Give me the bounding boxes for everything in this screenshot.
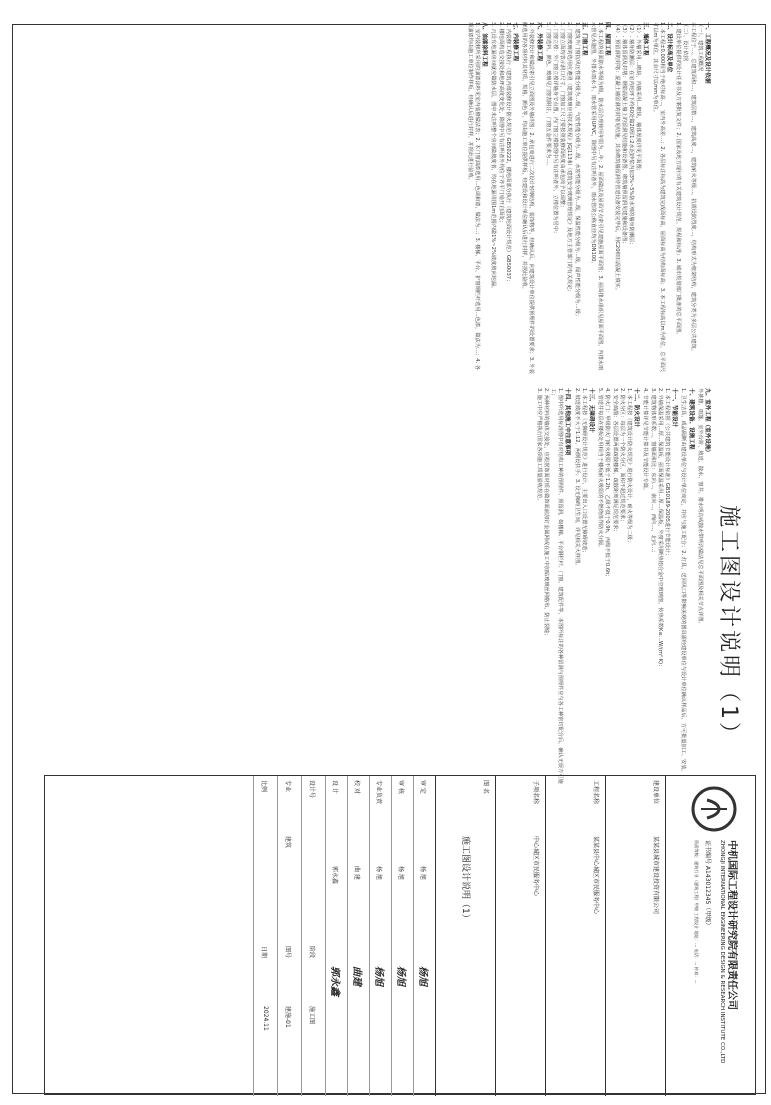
handwritten-signature: 杨旭 xyxy=(395,966,406,986)
section-paragraph: 5. 门窗选料、颜色、玻璃见门窗表附注，门窗五金件要求为…。 xyxy=(544,22,551,169)
subitem-label: 子项名称 xyxy=(532,780,539,805)
section-paragraph: 1. 本工程按《建筑设计防火规范》进行防火设计，耐火等级为二级； xyxy=(625,388,632,546)
date-value: 2024.11 xyxy=(262,1006,269,1031)
person-name: 杨 旭 xyxy=(419,866,426,880)
section-paragraph: 3. 施工中应严格执行国家各项施工质量验收规范。 xyxy=(535,388,542,504)
section-paragraph: 2. 门窗玻璃的选用应遵照《建筑玻璃应用技术规程》JGJ113和《建筑安全玻璃管理规定》及地方主管部门的有关规定； xyxy=(566,22,573,295)
section-paragraph: 4. 节能计算详见节能计算书及节能设计专篇。 xyxy=(642,388,649,494)
section-paragraph: 1. 本工程±0.000相当于绝对标高…，室内外高差…；2. 各层标注标高为建筑完成面标高，屋面标高为结构面标高；3. 本工程标高以m为单位，总平面尺寸以m为单位，其余尺寸以mm为单位。 xyxy=(651,22,665,373)
project-label: 工程名称 xyxy=(592,780,599,805)
signature-row xyxy=(369,776,391,1096)
certificate-number: 证书编号 A143012345（甲级） xyxy=(704,840,711,929)
scale-date-row xyxy=(253,776,277,1096)
section-paragraph: 1. 室内装修所采用的油漆涂料见室内装修做法表；2. 木门窗油漆选用…色调和漆，做法为…；3. 楼梯、平台、护窗钢栏杆选用…色漆，做法为…；4. 各项油漆均由施工单位制作样板，经确认后进行封样，并据此进行验收。 xyxy=(466,22,480,371)
section-heading: 五、门窗工程 xyxy=(580,22,587,56)
section-paragraph: 1. 图中所选用标准图中有对结构工种的预埋件、预留洞，如楼梯、平台钢栏杆、门窗、建筑配件等，本图所标注的各种留洞与预埋件应与各工种密切配合后，确认无误方可施工； xyxy=(549,388,564,784)
rotated-content xyxy=(23,16,756,816)
section-paragraph: 4. 防火门：甲级防火门耐火极限不低于1.2h，乙级不低于0.9h，丙级不低于0.6h； xyxy=(604,388,611,580)
figure-number-value: 建施-01 xyxy=(284,1006,291,1028)
section-paragraph: 2. 外墙保温采用…厚…保温板，屋面保温采用…厚…保温板，外窗采用断热铝合金中空玻璃窗，传热系数K≤…W/(m²·K)； xyxy=(656,388,663,670)
section-heading: 一、工程概况及设计依据 xyxy=(704,22,710,84)
handwritten-signature: 杨旭 xyxy=(373,966,384,986)
section-heading: 十一、节能设计 xyxy=(671,388,678,428)
subitem-row xyxy=(495,776,545,1096)
role-label: 专业负责 xyxy=(375,780,382,805)
section-heading: 八、油漆涂料工程 xyxy=(481,22,488,67)
signature-row xyxy=(325,776,347,1096)
person-name: 杨 旭 xyxy=(375,866,382,880)
section-paragraph: 2. 楼地面构造交接处和地坪高度变化处，除图中另有注明者外均位于齐平门扇开启面处； xyxy=(497,22,504,226)
drawing-name-label: 图 名 xyxy=(482,780,489,794)
person-name: 杨 旭 xyxy=(397,866,404,880)
spec-label: 专业 xyxy=(284,780,291,793)
section-paragraph: 1. 建设单位提供的设计任务书及方案批复文件；2. 国家及地方现行的有关建筑设计规范、规程和标准；3. 城市规划部门批准的总平面图。 xyxy=(675,22,682,338)
spec-row xyxy=(277,776,301,1096)
role-label: 审 定 xyxy=(419,780,426,794)
section-heading: 二、设计标高及单位 xyxy=(665,22,672,73)
build-unit-row xyxy=(605,776,665,1096)
section-paragraph: 1. 外装修设计和做法索引见立面图及外墙详图；2. 承包商进行二次设计轻钢结构、装饰物等，经确认后，向建筑设计单位提供预埋件的设置要求；3. 外装修选用的各项材料其材质、规格、颜色等，均由施工单位提供样板，经建设和设计单位确认后进行封样，并据此验收。 xyxy=(521,22,535,374)
section-heading: 十、建筑设备、设施工程 xyxy=(687,388,694,450)
person-name: 郭永鑫 xyxy=(331,866,338,885)
section-paragraph: 3. 凡设有地漏房间就应做防水层，图中未注明整个房间做坡度者，均在地漏周围1m范围内做1%~2%坡度坡向地漏。 xyxy=(490,22,497,292)
role-label: 设 计 xyxy=(331,780,338,794)
section-paragraph: 3. 建筑物体形系数…，窗墙面积比：东向…，南向…，西向…，北向…； xyxy=(649,388,656,556)
sheet-title: 施工图设计说明（1） xyxy=(716,505,741,747)
date-label: 日期 xyxy=(260,946,267,959)
design-number-label: 设计号 xyxy=(308,780,315,799)
build-unit-value: 某某县城市建设投资有限公司 xyxy=(652,836,659,915)
section-paragraph: （2）. 墙身防潮层：在室内地坪下约60处做20厚1:2水泥砂浆内加3%~5%防水剂的墙身防潮层； xyxy=(627,22,634,248)
title-block xyxy=(44,775,756,1105)
drawing-name-value: 施工图设计说明（1） xyxy=(460,836,470,923)
section-paragraph: （4）. 预留洞的封堵：混凝土墙留洞的封堵见结施，其余砌筑墙留洞待管道设备安装完毕后，用C20细石混凝土填实。 xyxy=(613,22,620,294)
stage-label: 阶段 xyxy=(308,946,315,959)
title-block-frame xyxy=(44,775,756,1095)
section-heading: 九、室外工程（室外设施） xyxy=(704,388,710,456)
signature-row xyxy=(413,776,435,1096)
section-paragraph: 外挑檐、雨篷、室外台阶、坡道、散水、窗井、排水明沟或散水带明沟做法见总平面图及相关节点详图。 xyxy=(696,388,703,627)
section-heading: 十二、防火设计 xyxy=(633,388,640,428)
section-paragraph: （1）. 外墙采用…砌块，内墙采用…砌块，墙体厚度详见平面图； xyxy=(635,22,642,174)
company-name-en: ZHONGJI INTERNATIONAL ENGINEERING DESIGN & RESEARCH INSTITUTE CO.,LTD xyxy=(719,840,725,1064)
build-unit-label: 建设单位 xyxy=(652,780,659,805)
section-paragraph: （3）. 墙体留洞及封堵：钢筋混凝土墙上的留洞见结施和设备图，砌筑墙预留洞见建施和设备图； xyxy=(620,22,627,247)
signature-row xyxy=(391,776,413,1096)
company-name-cn: 中机国际工程设计研究院有限责任公司 xyxy=(726,840,737,1010)
person-name: 曲 建 xyxy=(353,866,360,880)
section-paragraph: 1. 本工程的屋面防水等级为Ⅰ级，防水层合理使用年限为…年；2. 屋面做法及屋面节点索引见建施屋面平面图；3. 屋面排水组织见屋面平面图，内排水雨水管见水施图，外排水雨水斗、雨水管采用UPVC，除图中另有注明者外，雨水管的公称直径均为DN100。 xyxy=(589,22,604,371)
scale-label: 比例 xyxy=(260,780,267,793)
handwritten-signature: 郭永鑫 xyxy=(329,966,340,996)
project-row xyxy=(545,776,605,1096)
section-paragraph: （二）、设计依据 xyxy=(682,22,689,61)
section-paragraph: （一）、建筑工程概况 xyxy=(696,22,703,72)
section-paragraph: 本工程位于…，总建筑面积…，建筑层数…，建筑高度…，建筑耐火等级…，抗震设防烈度…，结构形式为框架结构，建筑分类为多层公共建筑。 xyxy=(689,22,696,355)
section-paragraph: 1. 建筑外门窗抗风压性能分级为…级，气密性能分级为…级，水密性能分级为…级，保温性能分级为…级，隔声性能分级为…级； xyxy=(573,22,580,320)
figure-number-label: 图号 xyxy=(284,946,291,959)
handwritten-signature: 杨旭 xyxy=(417,966,428,986)
section-heading: 六、外装修工程 xyxy=(535,22,542,62)
section-paragraph: 5. 管道井每层在楼板处用相当于楼板耐火极限的不燃烧体作防火分隔。 xyxy=(597,388,604,551)
signature-row xyxy=(347,776,369,1096)
section-heading: 十三、无障碍设计 xyxy=(587,388,594,433)
section-paragraph: 1. 本工程按《无障碍设计规范》进行设计，主要出入口设置无障碍坡道； xyxy=(580,388,587,556)
section-paragraph: 4. 门窗立樘：外门窗立樘详墙身节点图，内门窗立樘除图中另有注明者外，立樘位置为居中； xyxy=(551,22,558,237)
section-heading: 七、内装修工程 xyxy=(511,22,518,62)
role-label: 审 核 xyxy=(397,780,404,794)
section-heading: 四、屋面工程 xyxy=(604,22,611,56)
stage-value: 施工图 xyxy=(308,1006,315,1025)
drawing-name-row xyxy=(435,776,495,1096)
project-value: 某某县中心城区市民服务中心 xyxy=(592,836,599,915)
role-label: 校 对 xyxy=(353,780,360,794)
company-qualification: 资质等级：建筑行业（建筑工程）甲级 工程设计 地址：… 电话：… 传真：… xyxy=(694,840,699,984)
company-block xyxy=(665,776,755,1096)
design-number-row xyxy=(301,776,325,1096)
section-paragraph: 1. 卫生洁具、成品隔断由建设单位与设计单位商定，并应与施工配合；2. 灯具、送回风口等影响美观的器具需经建设单位与设计单位确认样品后，方可批量加工、安装。 xyxy=(680,388,687,775)
handwritten-signature: 曲建 xyxy=(351,966,362,986)
left-text-column xyxy=(32,22,712,374)
section-paragraph: 1. 内装修工程执行《建筑内部装修设计防火规范》GB50222，楼地面部分执行《建筑地面设计规范》GB50037； xyxy=(504,22,511,285)
subitem-value: 中心城区市民服务中心 xyxy=(532,836,539,897)
spec-value: 建筑 xyxy=(284,836,291,849)
section-paragraph: 2. 两种材料的墙体交接处，应根据饰面材质在做饰面前加钉金属网或在施工中加贴玻璃丝网格布，防止裂缝； xyxy=(542,388,549,639)
section-paragraph: 3. 门窗立面均表示洞口尺寸，门窗加工尺寸要按照装修面厚度由承包商予以调整； xyxy=(559,22,566,211)
signature-grid xyxy=(325,776,435,1096)
section-paragraph: 3. 安全疏散：各层设置两部疏散楼梯，疏散距离满足规范要求； xyxy=(611,388,618,535)
section-heading: 十四、其他施工中注意事项 xyxy=(564,388,571,456)
section-paragraph: 2. 防火分区：每层为一个防火分区，面积不超过规范要求； xyxy=(618,388,625,525)
section-heading: 三、墙体工程 xyxy=(642,22,649,56)
company-logo-icon xyxy=(691,786,737,832)
section-paragraph: 1. 本工程依据《公共建筑节能设计标准》GB50189-2005进行节能设计； xyxy=(663,388,670,559)
drawing-sheet xyxy=(4,4,767,1095)
section-paragraph: 2. 坡道坡度不大于1:12，两侧设扶手；3. 设无障碍卫生间，详见相关大样图。 xyxy=(573,388,580,569)
